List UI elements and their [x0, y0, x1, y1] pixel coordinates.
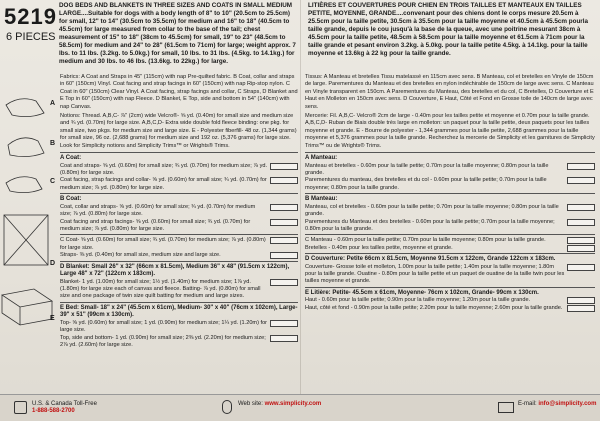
yardage-text: Coat facing, strap facings and collar- ⅝ yd. (0.60m) for small size; ¾ yd. (0.70m) for medium size; ⅞ yd. (0.80m) for large size.: [60, 177, 267, 191]
yardage-text: Haut - 0.60m pour la taille petite; 0.90m pour la taille moyenne; 1.20m pour la taille grande.: [305, 297, 531, 304]
yardage-text: Haut, côté et fond - 0.90m pour la taille petite; 2.20m pour la taille moyenne; 2.60m pour la taille grande.: [305, 304, 563, 311]
checkbox-box: [567, 264, 595, 271]
fabrics-english: Fabrics: A Coat and Straps in 45" (115cm) with nap Pre-quilted fabric. B Coat, collar and straps in 60" (150cm) Vinyl. Coat facing and strap facings in 60" (150cm) with nap Rip-stop nylon. C Coat in 60" (150cm) Clear Vinyl. A Coat facing, strap facings and collar, C Straps, D Blanket and E Top in 60" (150cm) with nap Fleece. D Blanket, E Top, side and bottom in 54" (140cm) with nap Canvas.: [60, 74, 298, 110]
section-title: D Couverture: Petite 66cm x 81.5cm, Moyenne 91.5cm x 122cm, Grande 122cm x 183cm.: [305, 256, 556, 263]
yardage-row: [305, 297, 595, 304]
yardage-text: Manteau, col et bretelles - 0.60m pour la taille petite; 0.70m pour la taille moyenne; 0.80m pour la taille grande.: [305, 203, 559, 218]
line-drawings: [0, 75, 57, 385]
yardage-row: [60, 237, 298, 252]
yardage-section: [60, 234, 298, 259]
yardage-text: Parementures du manteau, des bretelles et du col - 0.60m pour la taille petite; 0.70m pour la taille moyenne; 0.80m pour la taille grande.: [305, 177, 547, 191]
technical-drawings-svg: [0, 75, 57, 385]
english-column: [60, 74, 298, 349]
section-title: E Litière: Petite- 45.5cm x 61cm, Moyenne- 76cm x 102cm, Grande- 99cm x 130cm.: [305, 289, 539, 296]
yardage-section: [60, 152, 298, 192]
yardage-text: Blanket- 1 yd. (1.00m) for small size; 1½ yd. (1.40m) for medium size; 1⅞ yd. (1.80m) for large size each of canvas and fleece. Batting- ⅞ yd. (0.80m) for small size and one package of twin size quilt batting for medium and large sizes.: [60, 278, 261, 300]
checkbox-box: [567, 177, 595, 184]
notions-french: Mercerie: Fil. A,B,C- Velcro® 2cm de large - 0.40m pour les tailles petite et moyenne et 0.70m pour la taille grande. A,B,C,D- Ruban de Biais double très large en molleton: un paquet pour la taille petite, deux paquets pour les tailles moyenne et grande. E - Bourre de polyester - 1,344 grammes pour la taille petite, 2,688 grammes pour la taille moyenne et 5,376 grammes pour la taille grande. Recherchez la mercerie de Simplicity et les garnitures de Simplicity Trims™ ou de Wrights® Trims.: [305, 113, 595, 149]
figure-label-b: B: [50, 140, 56, 147]
yardage-text: Top- ⅝ yd. (0.60m) for small size; 1 yd. (0.90m) for medium size; 1¼ yd. (1.20m) for large size.: [60, 319, 268, 334]
web-link[interactable]: www.simplicity.com: [264, 401, 322, 407]
yardage-text: Coat and straps- ⅝ yd. (0.60m) for small size; ¾ yd. (0.70m) for medium size; ⅞ yd. (0.80m) for large size.: [60, 162, 268, 176]
phone-icon: [14, 401, 27, 414]
yardage-text: C Manteau - 0.60m pour la taille petite; 0.70m pour la taille moyenne; 0.80m pour la taille grande.: [305, 237, 546, 244]
checkbox-box: [270, 219, 298, 226]
yardage-text: Bretelles - 0.40m pour les tailles petite, moyenne et grande.: [305, 244, 453, 251]
mouse-icon: [222, 400, 232, 414]
checkbox-box: [270, 279, 298, 286]
yardage-section: [305, 234, 595, 252]
checkbox-box: [270, 237, 298, 244]
web-contact: [238, 401, 321, 408]
figure-label-a: A: [50, 100, 56, 107]
yardage-row: [60, 163, 298, 178]
pattern-number: 5219: [4, 4, 57, 29]
yardage-text: Manteau et bretelles - 0.60m pour la taille petite; 0.70m pour la taille moyenne; 0.80m pour la taille grande.: [305, 162, 549, 176]
yardage-text: Top, side and bottom- 1 yd. (0.90m) for small size; 2⅜ yd. (2.20m) for medium size; 2⅞ yd. (2.60m) for large size.: [60, 334, 266, 348]
french-column: [305, 74, 595, 312]
checkbox-box: [270, 163, 298, 170]
section-title: A Manteau:: [305, 155, 338, 162]
checkbox-box: [567, 245, 595, 252]
checkbox-box: [567, 204, 595, 211]
figure-label-e: E: [50, 315, 55, 322]
checkbox-box: [567, 305, 595, 312]
yardage-section: [305, 253, 595, 286]
description-french: LITIÈRES ET COUVERTURES POUR CHIEN EN TROIS TAILLES ET MANTEAUX EN TAILLES PETITE, MOYENNE, GRANDE....convenant pour des chiens dont le corps mesure 20.5cm à 25.5cm pour la taille petite, 30.5cm à 35.5cm pour la taille moyenne et 40.5cm à 45.5cm pourla taille grande, depuis le cou jusqu'à la base de la queue, avec une poitrine mesurant 38cm à 45.5cm pour la taille petite, 48.5cm à 58.5cm pour la taille moyenne et 61.5cm à 71cm pour la taille grande et pesant environ 3.2kg. à 5.0kg. pour la taille petite 4.5kg. à 14.1kg. pour la taille moyenne et 13.6kg à 22 kg pour la taille grande.: [308, 2, 588, 57]
checkbox-box: [270, 320, 298, 327]
yardage-row: [305, 245, 595, 252]
email-link[interactable]: info@simplicity.com: [538, 401, 597, 407]
header: [0, 0, 600, 72]
footer: [0, 394, 600, 421]
fabrics-french: Tissus: A Manteau et bretelles Tissu matelassé en 115cm avec sens. B Manteau, col et bretelles en Vinyle de 150cm de large. Parementures du Manteau et des bretelles en nylon indéchirable de 150cm de large avec sens. C Manteau en Vinyle transparent en 150cm. A Parementures du Manteau, des bretelles et du col, C Bretelles, D Couverture et E Haut en Molleton en 150cm avec sens. D Couverture, E Haut, Côté et Fond en Grosse toile de 140cm de large avec sens.: [305, 74, 594, 110]
yardage-row: [305, 305, 595, 312]
yardage-sections-french: [305, 152, 595, 312]
section-title: E Bed: Small- 18" x 24" (45.5cm x 61cm), Medium- 30" x 40" (76cm x 102cm), Large- 39" x 51" (99cm x 130cm).: [60, 304, 298, 319]
yardage-row: [60, 204, 298, 219]
checkbox-box: [270, 335, 298, 342]
checkbox-box: [270, 177, 298, 184]
section-title: D Blanket: Small 26" x 32" (66cm x 81.5cm), Medium 36" x 48" (91.5cm x 122cm), Large 48" x 72" (122cm x 183cm).: [60, 263, 290, 278]
email-contact: [518, 401, 596, 408]
yardage-row: [60, 320, 298, 335]
figure-label-d: D: [50, 260, 56, 267]
checkbox-box: [567, 237, 595, 244]
yardage-row: [305, 163, 595, 178]
section-title: A Coat:: [60, 155, 82, 162]
yardage-text: Parementures du Manteau et des bretelles - 0.60m pour la taille petite; 0.70m pour la taille moyenne; 0.80m pour la taille grande.: [305, 218, 555, 232]
envelope-icon: [498, 402, 514, 413]
yardage-section: [305, 193, 595, 233]
phone-contact: [32, 401, 97, 415]
yardage-section: [60, 261, 298, 301]
section-title: B Coat:: [60, 196, 82, 203]
pieces-count: 6 PIECES: [6, 31, 56, 43]
yardage-text: Couverture- Grosse toile et molleton, 1.00m pour la taille petite; 1.40m pour la taille moyenne; 1.80m pour la taille grande. Ouatine - 0.80m pour la taille petite et un paquet de ouatine de la taille twin pour les tailles moyenne et grande.: [305, 263, 565, 285]
section-title: B Manteau:: [305, 196, 338, 203]
yardage-section: [305, 152, 595, 192]
yardage-text: Straps- ⅜ yd. (0.40m) for small size, medium size and large size.: [60, 252, 221, 259]
yardage-text: C Coat- ⅝ yd. (0.60m) for small size; ¾ yd. (0.70m) for medium size; ⅞ yd. (0.80m) for large size.: [60, 237, 266, 251]
checkbox-box: [270, 204, 298, 211]
yardage-row: [60, 279, 298, 301]
phone-number: 1-888-588-2700: [32, 408, 75, 414]
yardage-row: [60, 177, 298, 192]
checkbox-box: [567, 163, 595, 170]
yardage-section: [305, 287, 595, 312]
web-label: Web site:: [238, 401, 263, 407]
yardage-row: [305, 237, 595, 244]
yardage-row: [305, 204, 595, 219]
yardage-row: [60, 335, 298, 350]
notions-english: Notions: Thread. A,B,C- ⅞" (2cm) wide Velcro®- ⅝ yd. (0.40m) for small size and medium size and ¾ yd. (0.70m) for large size. A,B,C,D- Extra wide double fold fleece binding: one pkg. for small size, two pkgs. for medium size and large size. E - Polyester fiberfill- 48 oz. (1,344 grams) for small size, 96 oz. (2,688 grams) for medium size and 192 oz. (5,376 grams) for large size. Look for Simplicity notions and Simplicity Trims™ or Wrights® Trims.: [60, 113, 297, 149]
yardage-row: [305, 264, 595, 286]
yardage-text: Coat, collar and straps- ⅝ yd. (0.60m) for small size; ¾ yd. (0.70m) for medium size; ⅞ yd. (0.80m) for large size.: [60, 203, 256, 218]
yardage-sections-english: [60, 152, 298, 349]
yardage-section: [60, 302, 298, 350]
yardage-row: [60, 252, 298, 259]
yardage-row: [60, 219, 298, 234]
yardage-text: Coat facing and strap facings- ⅝ yd. (0.60m) for small size; ¾ yd. (0.70m) for medium size; ⅞ yd. (0.80m) for large size.: [60, 218, 251, 232]
figure-label-c: C: [50, 178, 56, 185]
checkbox-box: [567, 297, 595, 304]
yardage-row: [305, 219, 595, 234]
checkbox-box: [567, 219, 595, 226]
phone-label: U.S. & Canada Toll-Free: [32, 401, 97, 407]
email-label: E-mail:: [518, 401, 537, 407]
checkbox-box: [270, 252, 298, 259]
yardage-section: [60, 193, 298, 233]
description-english: DOG BEDS AND BLANKETS IN THREE SIZES AND COATS IN SMALL MEDIUM LARGE....Suitable for dogs with a body length of 8" to 10" (20.5cm to 25.5cm) for small, 12" to 14" (30.5cm to 35.5cm) for medium and 16" to 18" (40.5cm to 45.5cm) for large measured from collar to the base of the tail; chest measurement of 15" to 18" (38cm to 45.5cm) for small, 19" to 23" (48.5cm to 58.5cm) for medium and 24" to 28" (61.5cm to 71cm) for large; weight approx. 7 lbs. to 11 lbs. (3.2kg. to 5.0kg.) for small, 10 lbs. to 31 lbs. (4.5kg. to 14.1kg.) for medium and 30 lbs. to 46 lbs. (13.6kg. to 22kg.) for large.: [59, 2, 296, 65]
yardage-row: [305, 177, 595, 192]
